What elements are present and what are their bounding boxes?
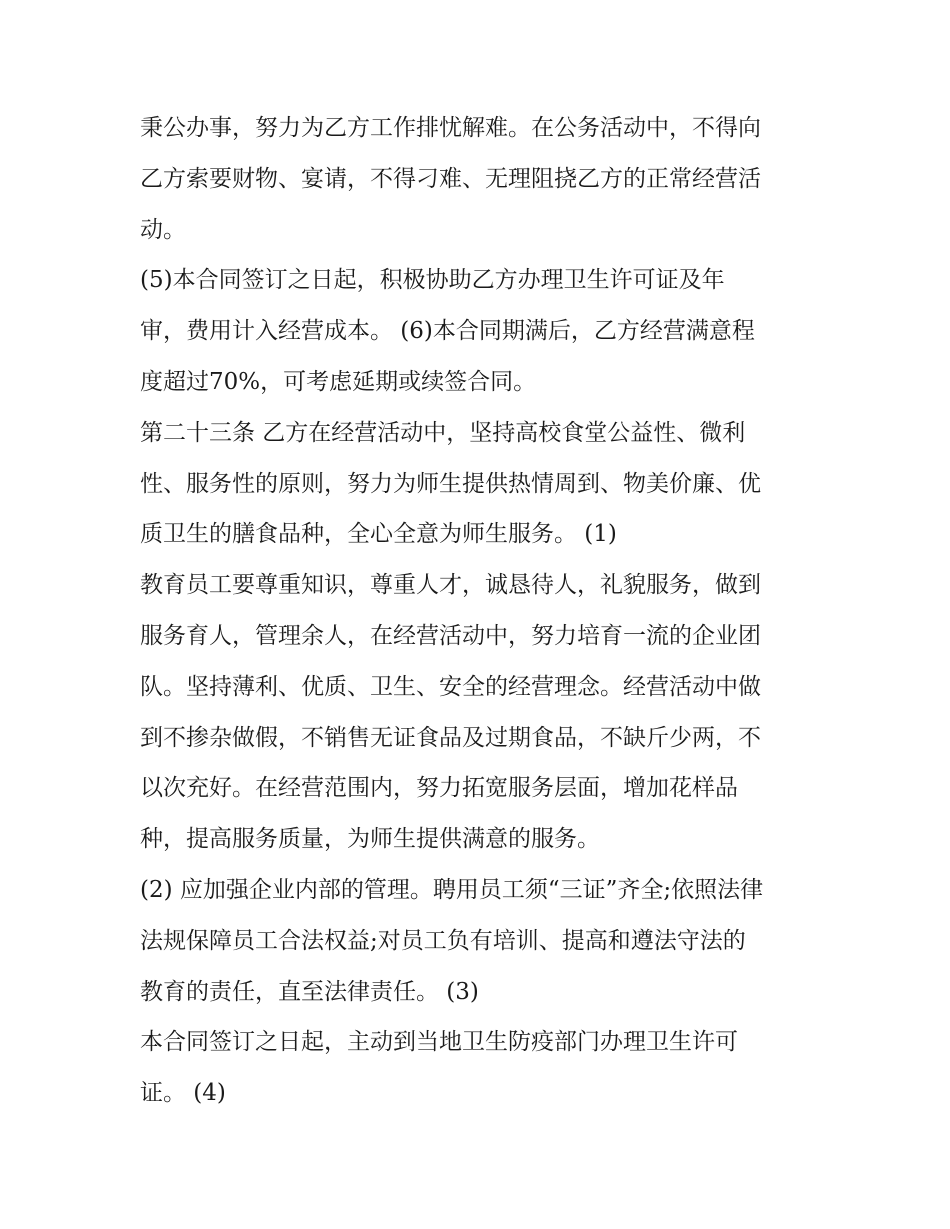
text-line: 以次充好。在经营范围内，努力拓宽服务层面，增加花样品 [140,775,738,802]
text-line: 教育的责任，直至法律责任。 (3) [140,978,479,1005]
text-line: 质卫生的膳食品种，全心全意为师生服务。 (1) [140,521,617,548]
text-line: 度超过70%，可考虑延期或续签合同。 [140,368,537,395]
text-line: 性、服务性的原则，努力为师生提供热情周到、物美价廉、优 [140,470,761,497]
text-line: 教育员工要尊重知识，尊重人才，诚恳待人，礼貌服务，做到 [140,572,761,599]
text-line: 到不掺杂做假，不销售无证食品及过期食品，不缺斤少两，不 [140,724,761,751]
text-line: (2) 应加强企业内部的管理。聘用员工须“三证”齐全;依照法律 [140,876,764,903]
document-body [140,103,820,1119]
text-line: 第二十三条 乙方在经营活动中，坚持高校食堂公益性、微利 [140,419,746,446]
text-line: 审，费用计入经营成本。 (6)本合同期满后，乙方经营满意程 [140,318,755,345]
text-line: 法规保障员工合法权益;对员工负有培训、提高和遵法守法的 [140,927,746,954]
text-line: 队。坚持薄利、优质、卫生、安全的经营理念。经营活动中做 [140,673,761,700]
text-line: 服务育人，管理余人，在经营活动中，努力培育一流的企业团 [140,622,761,649]
text-line: 种，提高服务质量，为师生提供满意的服务。 [140,826,600,853]
text-line: 动。 [140,216,186,243]
text-line: 本合同签订之日起，主动到当地卫生防疫部门办理卫生许可 [140,1029,738,1056]
text-line: (5)本合同签订之日起，积极协助乙方办理卫生许可证及年 [140,267,725,294]
text-line: 证。 (4) [140,1080,226,1107]
text-line: 秉公办事，努力为乙方工作排忧解难。在公务活动中，不得向 [140,115,761,141]
text-line: 乙方索要财物、宴请，不得刁难、无理阻挠乙方的正常经营活 [140,165,761,192]
